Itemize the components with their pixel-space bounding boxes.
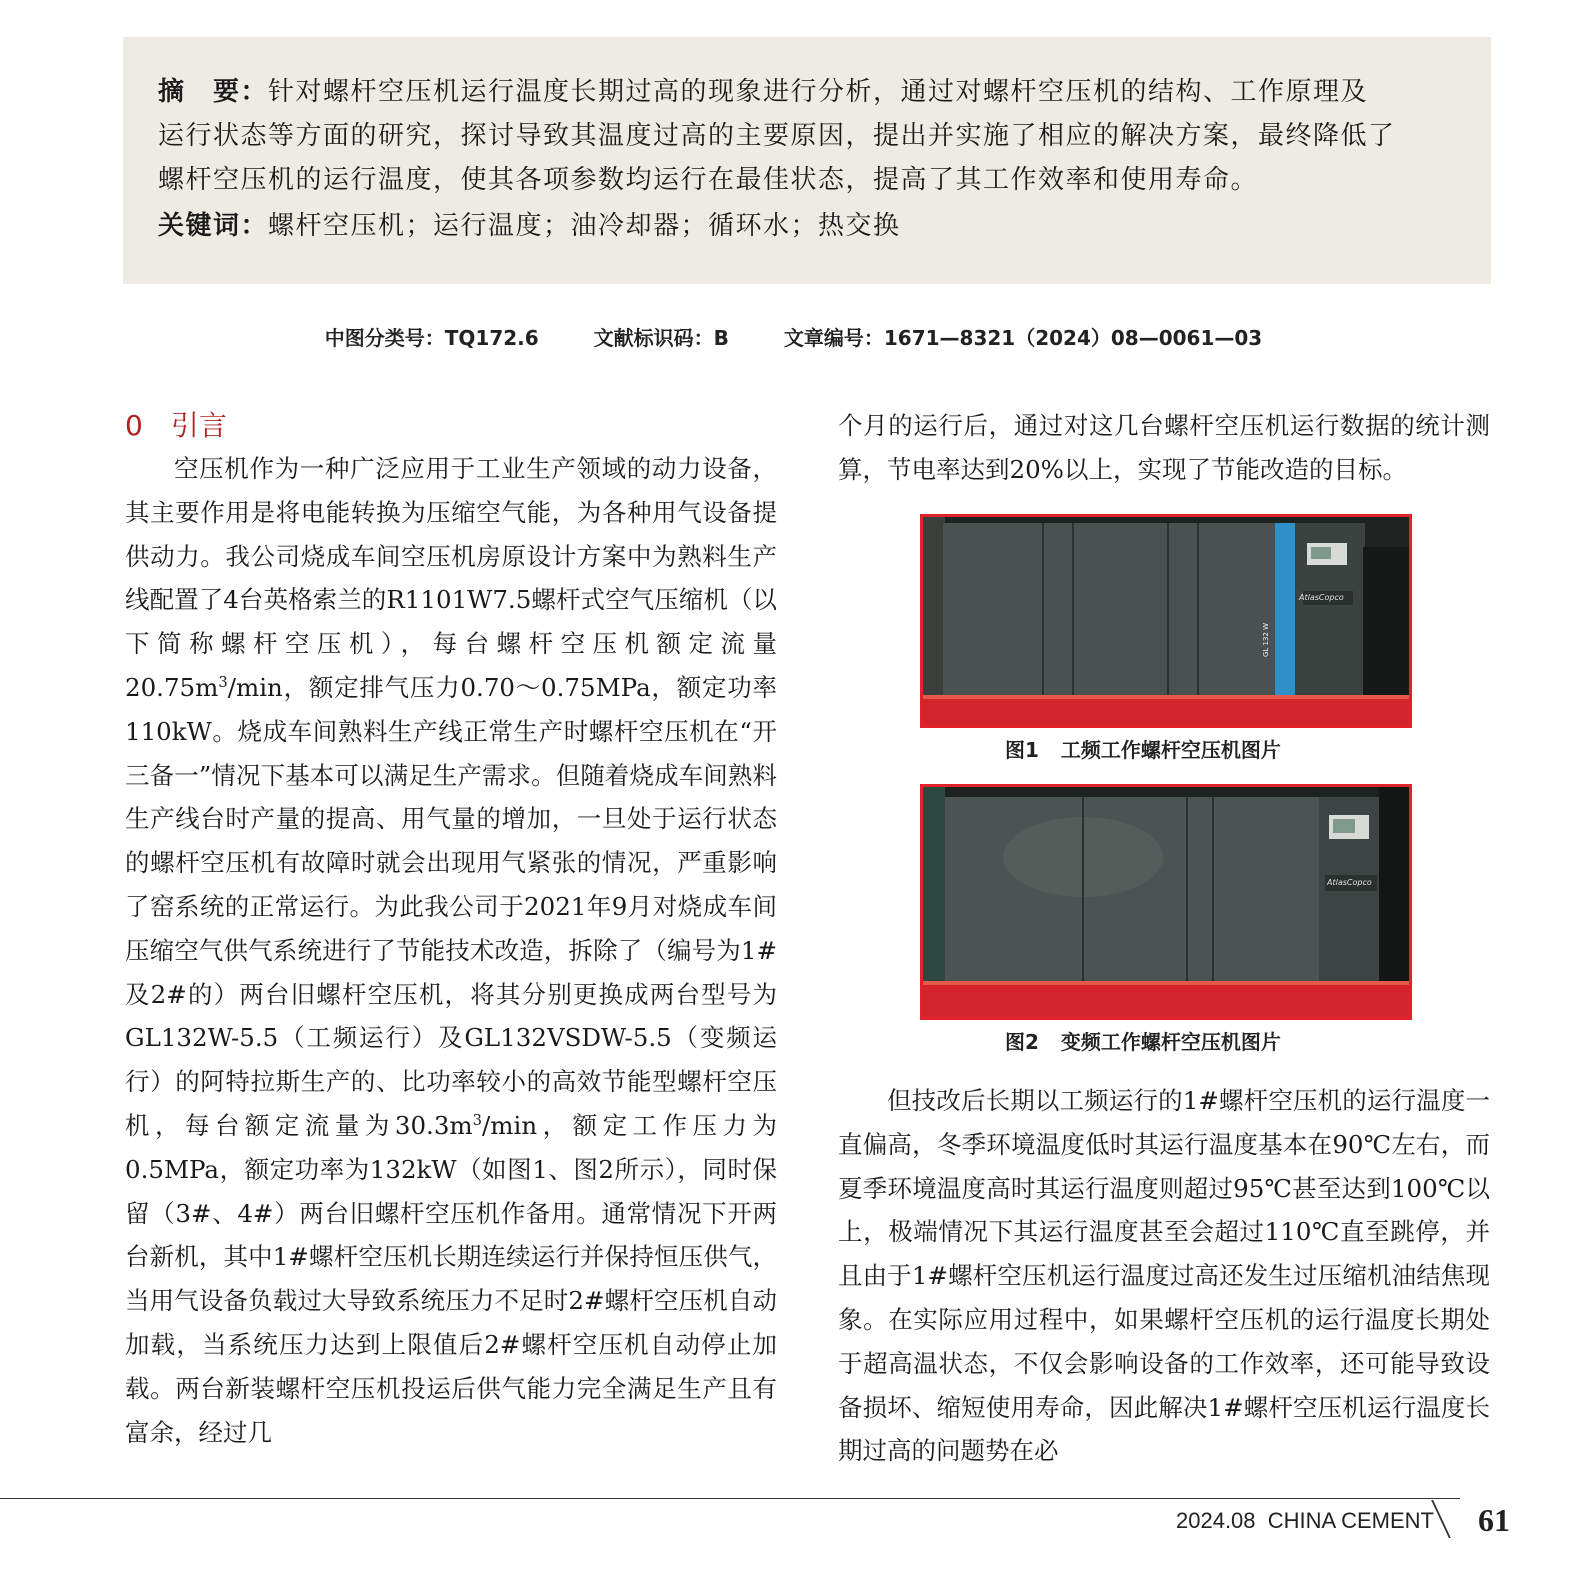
keywords-text: 螺杆空压机；运行温度；油冷却器；循环水；热交换: [268, 211, 901, 241]
abstract-line-3: 螺杆空压机的运行温度，使其各项参数均运行在最佳状态，提高了其工作效率和使用寿命。: [158, 165, 1259, 195]
journal-issue: 2024.08 CHINA CEMENT: [1176, 1508, 1434, 1533]
figure-1-image: [920, 514, 1412, 728]
abstract-line-2: 运行状态等方面的研究，探讨导致其温度过高的主要原因，提出并实施了相应的解决方案，最终降低了: [158, 121, 1396, 151]
superscript-2: 3: [472, 1111, 483, 1129]
article-number: 文章编号：1671—8321（2024）08—0061—03: [783, 326, 1263, 350]
figure-1-caption-text: 工频工作螺杆空压机图片: [1060, 738, 1281, 762]
brand-logo-2: AtlasCopco: [1327, 878, 1372, 887]
abstract-line-1: [158, 70, 1461, 114]
figure-2-caption-text: 变频工作螺杆空压机图片: [1060, 1030, 1281, 1054]
compressor-photo-1: [923, 517, 1409, 725]
keywords-line: [158, 204, 1461, 248]
intro-text-c: /min，额定工作压力为0.5MPa，额定功率为132kW（如图1、图2所示），同时保留（3#、4#）两台旧螺杆空压机作备用。通常情况下开两台新机，其中1#螺杆空压机长期连续运行并保持恒压供气，当用气设备负载过大导致系统压力不足时2#螺杆空压机自动加载，当系统压力达到上限值后2#螺杆空压机自动停止加载。两台新装螺杆空压机投运后供气能力完全满足生产且有富余，经过几: [125, 1110, 777, 1447]
section-title-text: 引言: [170, 409, 227, 442]
model-label-1: GL 132 W: [1262, 622, 1270, 657]
figure-1-caption: [1005, 734, 1281, 763]
continued-paragraph: 个月的运行后，通过对这几台螺杆空压机运行数据的统计测算，节电率达到20%以上，实现了节能改造的目标。: [838, 411, 1490, 484]
section-title: [125, 404, 227, 444]
page-number: 61: [1478, 1502, 1510, 1538]
abstract-label: 摘 要：: [158, 77, 269, 107]
intro-text-a: 空压机作为一种广泛应用于工业生产领域的动力设备，其主要作用是将电能转换为压缩空气能，为各种用气设备提供动力。我公司烧成车间空压机房原设计方案中为熟料生产线配置了4台英格索兰的R1101W7.5螺杆式空气压缩机（以下简称螺杆空压机），每台螺杆空压机额定流量20.75m: [125, 454, 777, 702]
footer-rule: [0, 1498, 1460, 1499]
figure-2-image: [920, 784, 1412, 1020]
document-code: 文献标识码：B: [593, 326, 729, 350]
classification-line: [0, 322, 1587, 351]
problem-paragraph: 但技改后长期以工频运行的1#螺杆空压机的运行温度一直偏高，冬季环境温度低时其运行温度基本在90℃左右，而夏季环境温度高时其运行温度则超过95℃甚至达到100℃以上，极端情况下其运行温度甚至会超过110℃直至跳停，并且由于1#螺杆空压机运行温度过高还发生过压缩机油结焦现象。在实际应用过程中，如果螺杆空压机的运行温度长期处于超高温状态，不仅会影响设备的工作效率，还可能导致设备损坏、缩短使用寿命，因此解决1#螺杆空压机运行温度长期过高的问题势在必: [838, 1086, 1490, 1466]
abstract-text-1: 针对螺杆空压机运行温度长期过高的现象进行分析，通过对螺杆空压机的结构、工作原理及: [268, 77, 1369, 107]
figure-2-caption: [1005, 1026, 1281, 1055]
figure-1-number: 图1: [1005, 738, 1039, 762]
right-column-bottom: [838, 1079, 1490, 1473]
footer-slash: [1431, 1500, 1451, 1538]
keywords-label: 关键词：: [158, 211, 269, 241]
right-column-top: [838, 404, 1490, 492]
left-column: [125, 447, 777, 1454]
clc-number: 中图分类号：TQ172.6: [324, 326, 539, 350]
brand-logo-1: AtlasCopco: [1299, 593, 1344, 602]
intro-text-b: /min，额定排气压力0.70～0.75MPa，额定功率110kW。烧成车间熟料生产线正常生产时螺杆空压机在“开三备一”情况下基本可以满足生产需求。但随着烧成车间熟料生产线台时产量的提高、用气量的增加，一旦处于运行状态的螺杆空压机有故障时就会出现用气紧张的情况，严重影响了窑系统的正常运行。为此我公司于2021年9月对烧成车间压缩空气供气系统进行了节能技术改造，拆除了（编号为1#及2#的）两台旧螺杆空压机，将其分别更换成两台型号为GL132W-5.5（工频运行）及GL132VSDW-5.5（变频运行）的阿特拉斯生产的、比功率较小的高效节能型螺杆空压机，每台额定流量为30.3m: [125, 672, 777, 1140]
figure-2-number: 图2: [1005, 1030, 1039, 1054]
superscript-1: 3: [218, 673, 228, 691]
abstract-box: [123, 37, 1491, 284]
section-number: 0: [125, 409, 143, 442]
intro-paragraph: [125, 447, 777, 1454]
compressor-photo-2: [923, 787, 1409, 1017]
